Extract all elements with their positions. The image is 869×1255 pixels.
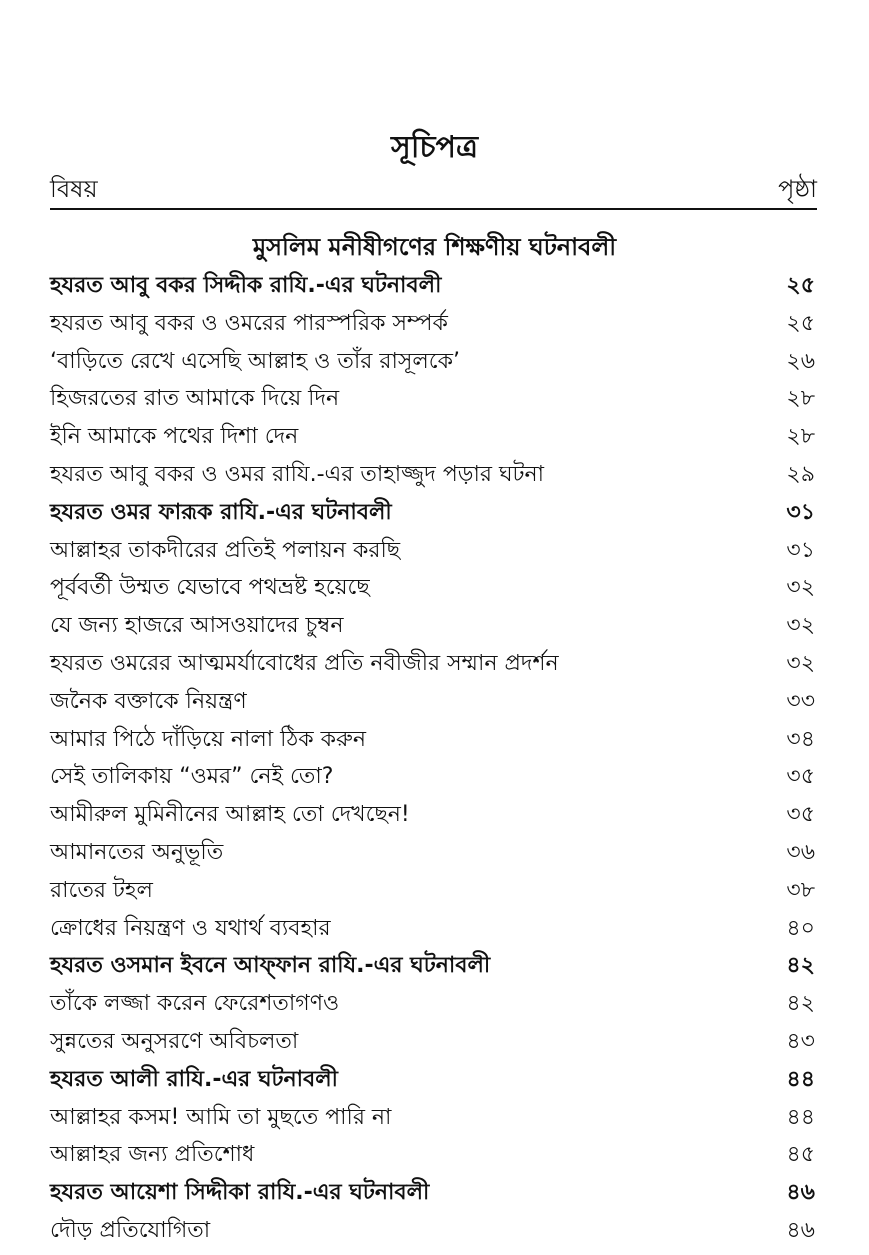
toc-entry [50,1136,815,1174]
entry-title: হযরত আলী রাযি.-এর ঘটনাবলী [50,1066,338,1092]
entry-title: আমার পিঠে দাঁড়িয়ে নালা ঠিক করুন [50,726,367,752]
entry-page-number: ৪২ [786,953,815,979]
toc-entry [50,569,815,607]
entry-title: ক্রোধের নিয়ন্ত্রণ ও যথার্থ ব্যবহার [50,915,331,941]
toc-entry [50,1212,815,1250]
entry-page-number: ৪০ [786,915,815,941]
entry-page-number: ৪২ [786,991,815,1017]
toc-entry [50,1023,815,1061]
entry-title: জনৈক বক্তাকে নিয়ন্ত্রণ [50,688,247,714]
entry-page-number: ৪৪ [786,1066,815,1092]
toc-entry [50,343,815,381]
entry-title: হযরত আবু বকর ও ওমর রাযি.-এর তাহাজ্জুদ পড়ার ঘটনা [50,461,545,487]
entry-title: হযরত আবু বকর সিদ্দীক রাযি.-এর ঘটনাবলী [50,273,442,298]
entry-title: দৌড় প্রতিযোগিতা [50,1217,211,1243]
entry-page-number: ২৮ [786,386,815,412]
entry-page-number: ৪৬ [786,1180,815,1206]
toc-entry [50,305,815,343]
entry-page-number: ৩১ [786,537,815,563]
toc-entry [50,532,815,570]
entry-title: ইনি আমাকে পথের দিশা দেন [50,424,299,450]
toc-chapter-entry [50,267,815,305]
entry-page-number: ৩৮ [786,877,815,903]
entry-title: হযরত ওমর ফারূক রাযি.-এর ঘটনাবলী [50,499,392,525]
toc-entry [50,834,815,872]
page-column-heading: পৃষ্ঠা [778,175,817,203]
entry-page-number: ৪৩ [786,1028,815,1054]
entry-page-number: ৩৫ [786,764,815,790]
entry-title: রাতের টহল [50,877,153,903]
entry-title: হযরত ওমরের আত্মমর্যাবোধের প্রতি নবীজীর সম্মান প্রদর্শন [50,650,559,676]
entry-page-number: ২৫ [786,273,815,298]
entry-page-number: ২৮ [786,424,815,450]
entry-title: যে জন্য হাজরে আসওয়াদের চুম্বন [50,613,344,639]
toc-entry [50,683,815,721]
toc-entry [50,758,815,796]
entry-title: আমীরুল মুমিনীনের আল্লাহ তো দেখছেন! [50,802,410,828]
entry-title: আল্লাহর কসম! আমি তা মুছতে পারি না [50,1104,392,1130]
entry-page-number: ৪৬ [786,1217,815,1243]
toc-list [50,267,815,1250]
entry-page-number: ৪৫ [786,1142,815,1168]
toc-entry [50,1099,815,1137]
entry-title: হযরত আয়েশা সিদ্দীকা রাযি.-এর ঘটনাবলী [50,1180,430,1206]
entry-page-number: ৩৬ [786,839,815,865]
entry-title: তাঁকে লজ্জা করেন ফেরেশতাগণও [50,991,340,1017]
entry-page-number: ২৯ [786,461,815,487]
entry-page-number: ৩৪ [786,726,815,752]
section-heading: মুসলিম মনীষীগণের শিক্ষণীয় ঘটনাবলী [252,233,617,261]
entry-page-number: ৩৩ [786,688,815,714]
subject-column-heading: বিষয় [50,175,98,203]
toc-entry [50,985,815,1023]
entry-title: হযরত ওসমান ইবনে আফ্ফান রাযি.-এর ঘটনাবলী [50,953,491,979]
entry-page-number: ২৬ [786,348,815,374]
entry-title: হযরত আবু বকর ও ওমরের পারস্পরিক সম্পর্ক [50,310,448,336]
entry-page-number: ৩২ [786,575,815,601]
entry-title: হিজরতের রাত আমাকে দিয়ে দিন [50,386,340,412]
page-title: সূচিপত্র [391,130,478,165]
toc-entry [50,721,815,759]
entry-title: সুন্নতের অনুসরণে অবিচলতা [50,1028,299,1054]
toc-entry [50,380,815,418]
toc-entry [50,872,815,910]
toc-entry [50,418,815,456]
entry-title: আমানতের অনুভূতি [50,839,224,865]
entry-title: আল্লাহর তাকদীরের প্রতিই পলায়ন করছি [50,537,401,563]
entry-title: আল্লাহর জন্য প্রতিশোধ [50,1142,255,1168]
toc-chapter-entry [50,947,815,985]
toc-entry [50,796,815,834]
entry-title: পূর্ববর্তী উম্মত যেভাবে পথভ্রষ্ট হয়েছে [50,575,370,601]
entry-title: ‘বাড়িতে রেখে এসেছি আল্লাহ ও তাঁর রাসূলকে’ [50,348,461,374]
entry-title: সেই তালিকায় “ওমর” নেই তো? [50,764,334,790]
entry-page-number: ৩২ [786,613,815,639]
entry-page-number: ৪৪ [786,1104,815,1130]
entry-page-number: ৩৫ [786,802,815,828]
toc-chapter-entry [50,1061,815,1099]
toc-chapter-entry [50,494,815,532]
toc-entry [50,645,815,683]
toc-chapter-entry [50,1174,815,1212]
entry-page-number: ৩১ [786,499,815,525]
toc-header [50,172,817,210]
entry-page-number: ৩২ [786,650,815,676]
entry-page-number: ২৫ [786,310,815,336]
toc-entry [50,910,815,948]
toc-entry [50,456,815,494]
toc-entry [50,607,815,645]
